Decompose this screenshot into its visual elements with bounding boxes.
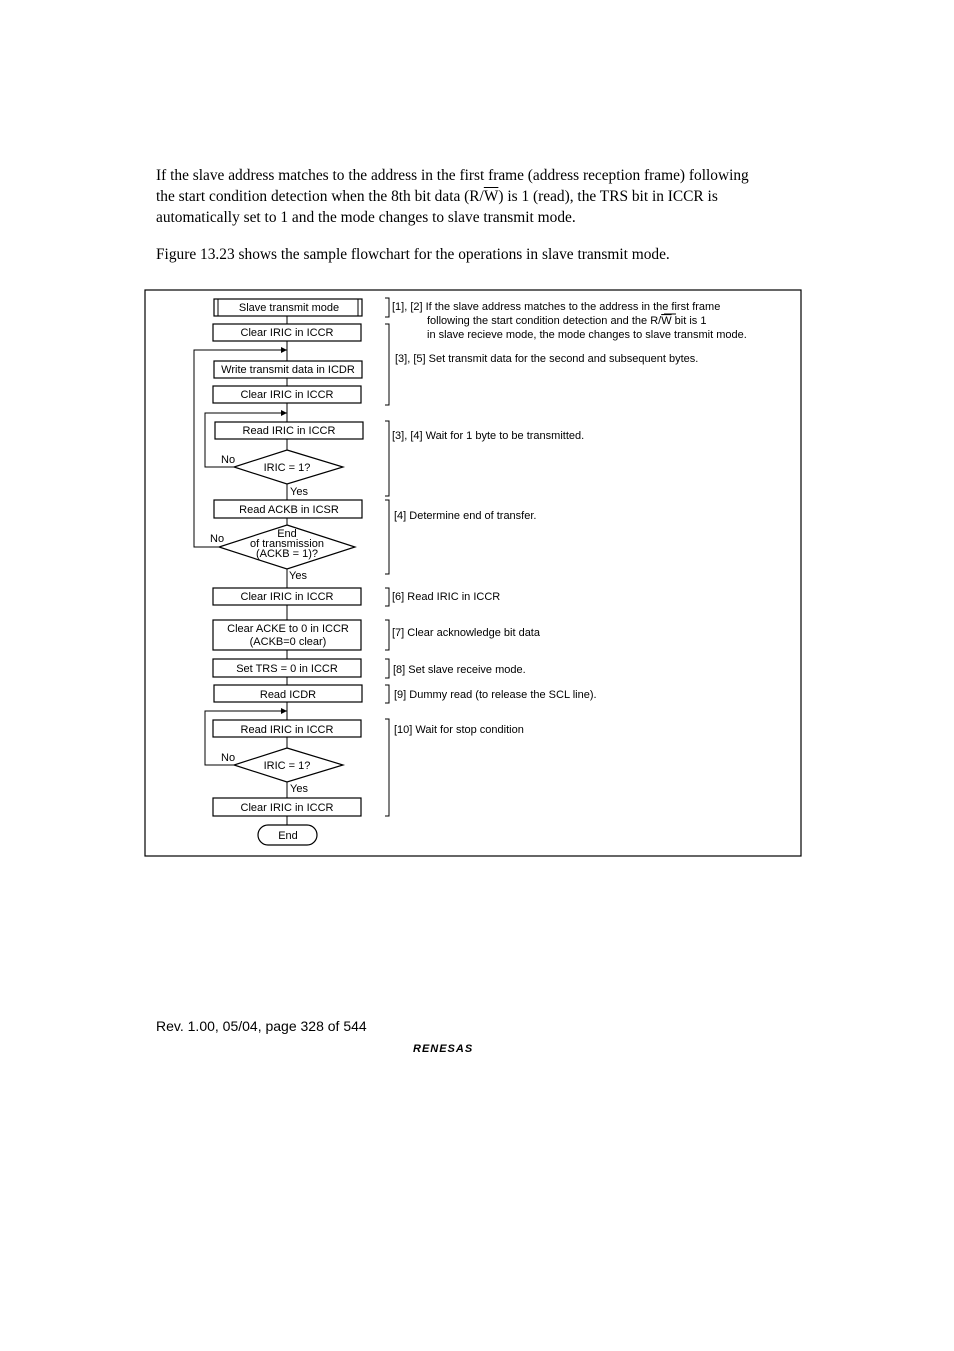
- flowchart-figure: [144, 289, 802, 857]
- flow-clear-iric-4: [213, 798, 361, 816]
- flow-write-icdr-label: Write transmit data in ICDR: [221, 364, 355, 376]
- flow-clear-acke-l1: Clear ACKE to 0 in ICCR: [227, 623, 349, 635]
- intro-line-2-b: ) is 1 (read), the TRS bit in ICCR is: [498, 188, 718, 205]
- flow-clear-acke-l2: (ACKB=0 clear): [249, 636, 327, 648]
- note-1-2-line-2-a: following the start condition detection and the R/: [427, 315, 662, 327]
- intro-line-3: automatically set to 1 and the mode changes to slave transmit mode.: [156, 209, 576, 226]
- flow-decision-end-l1: End: [277, 528, 297, 540]
- flow-yes-2: Yes: [289, 570, 307, 582]
- flow-read-icdr-label: Read ICDR: [259, 689, 317, 701]
- flow-notes: [392, 301, 747, 736]
- flow-set-trs: [213, 659, 361, 677]
- note-9: [9] Dummy read (to release the SCL line).: [394, 689, 597, 701]
- flow-no-2: No: [210, 533, 225, 545]
- flow-decision-iric-1-label: IRIC = 1?: [263, 462, 311, 474]
- flow-clear-iric-2-label: Clear IRIC in ICCR: [240, 389, 334, 401]
- flow-clear-iric-4-label: Clear IRIC in ICCR: [240, 802, 334, 814]
- figure-reference: Figure 13.23 shows the sample flowchart for the operations in slave transmit mode.: [156, 246, 670, 263]
- flow-decision-end: [210, 525, 355, 582]
- flow-start-label: Slave transmit mode: [238, 302, 340, 314]
- intro-line-2-a: the start condition detection when the 8th bit data (R/: [156, 188, 484, 205]
- note-6: [6] Read IRIC in ICCR: [392, 591, 501, 603]
- flow-read-ackb-label: Read ACKB in ICSR: [239, 504, 339, 516]
- flow-decision-iric-2-label: IRIC = 1?: [263, 760, 311, 772]
- note-7: [7] Clear acknowledge bit data: [392, 627, 540, 639]
- flow-decision-end-l2: of transmission: [250, 538, 324, 550]
- flow-read-ackb: [214, 500, 362, 518]
- intro-line-2-overline: $\overline{W}$: [483, 188, 499, 205]
- flow-set-trs-label: Set TRS = 0 in ICCR: [236, 663, 338, 675]
- flow-end: [258, 825, 317, 845]
- note-1-2-line-2: [427, 315, 706, 327]
- flow-clear-iric-2: [213, 386, 361, 403]
- note-3-4: [3], [4] Wait for 1 byte to be transmitted.: [392, 430, 585, 442]
- flow-decision-iric-2: [221, 748, 343, 795]
- flow-clear-iric-3: [213, 588, 361, 605]
- note-8: [8] Set slave receive mode.: [393, 664, 526, 676]
- flow-no-1: No: [221, 454, 236, 466]
- flow-read-iric-1: [215, 422, 363, 439]
- page-footer: Rev. 1.00, 05/04, page 328 of 544: [156, 1018, 367, 1034]
- flow-clear-iric-1-label: Clear IRIC in ICCR: [240, 327, 334, 339]
- note-1-2-line-2-overline: W: [661, 315, 672, 327]
- flow-clear-acke: [213, 620, 361, 650]
- flow-read-iric-1-label: Read IRIC in ICCR: [242, 425, 336, 437]
- flow-clear-iric-3-label: Clear IRIC in ICCR: [240, 591, 334, 603]
- flow-decision-end-l3: (ACKB = 1)?: [255, 548, 319, 560]
- renesas-logo: [412, 1036, 534, 1056]
- flow-end-label: End: [278, 830, 298, 842]
- intro-line-2: [156, 186, 796, 207]
- note-10: [10] Wait for stop condition: [394, 724, 524, 736]
- note-1-2-line-1: [1], [2] If the slave address matches to the address in the first frame: [392, 301, 721, 313]
- intro-paragraph: [156, 165, 796, 228]
- intro-line-1: If the slave address matches to the address in the first frame (address reception frame) following: [156, 167, 749, 184]
- note-1-2-line-3: in slave recieve mode, the mode changes to slave transmit mode.: [427, 329, 747, 341]
- note-brackets: [385, 298, 389, 816]
- flow-read-iric-2: [213, 720, 361, 737]
- note-4: [4] Determine end of transfer.: [394, 510, 537, 522]
- flow-write-icdr: [214, 361, 362, 378]
- flow-decision-iric-1: [221, 450, 343, 498]
- note-3-5: [3], [5] Set transmit data for the second and subsequent bytes.: [395, 353, 699, 365]
- flow-yes-1: Yes: [290, 486, 308, 498]
- flow-yes-3: Yes: [290, 783, 308, 795]
- renesas-logo-wordmark: RENESAS: [413, 1043, 474, 1055]
- flow-read-icdr: [214, 685, 362, 702]
- flow-start: [214, 299, 362, 316]
- note-1-2-line-2-b: bit is 1: [671, 315, 707, 327]
- flow-no-3: No: [221, 752, 236, 764]
- flow-clear-iric-1: [213, 324, 361, 341]
- flow-read-iric-2-label: Read IRIC in ICCR: [240, 724, 334, 736]
